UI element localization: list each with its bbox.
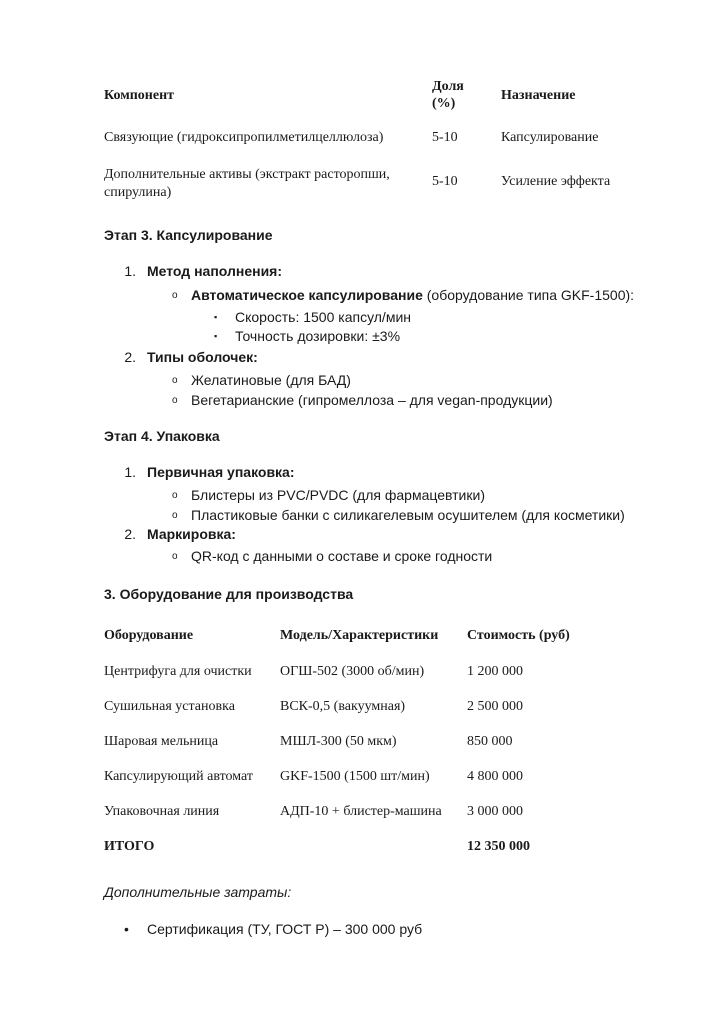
cell-equipment: Центрифуга для очистки xyxy=(104,664,252,679)
circle-bullet: o xyxy=(172,290,178,301)
circle-bullet: o xyxy=(172,375,178,386)
stage4-item1-label: Первичная упаковка: xyxy=(147,464,295,480)
cell-cost: 3 000 000 xyxy=(467,804,523,819)
list-number: 2. xyxy=(124,349,136,365)
header-share-line2: (%) xyxy=(432,96,456,111)
total-value: 12 350 000 xyxy=(467,839,530,854)
stage3-item1-sub xyxy=(191,287,634,303)
circle-bullet: o xyxy=(172,510,178,521)
circle-bullet: o xyxy=(172,395,178,406)
list-item: Точность дозировки: ±3% xyxy=(235,328,401,344)
cell-model: МШЛ-300 (50 мкм) xyxy=(280,734,397,749)
circle-bullet: o xyxy=(172,490,178,501)
cell-share: 5-10 xyxy=(432,174,458,189)
list-item: Сертификация (ТУ, ГОСТ Р) – 300 000 руб xyxy=(147,921,423,937)
header-cost: Стоимость (руб) xyxy=(467,628,570,643)
cell-equipment: Капсулирующий автомат xyxy=(104,769,253,784)
list-item: Пластиковые банки с силикагелевым осушителем (для косметики) xyxy=(191,507,625,523)
cell-equipment: Сушильная установка xyxy=(104,699,235,714)
total-label: ИТОГО xyxy=(104,839,155,854)
stage4-heading: Этап 4. Упаковка xyxy=(104,428,220,444)
stage3-item1-sub-bold: Автоматическое капсулирование xyxy=(191,287,423,303)
cell-component xyxy=(104,166,414,202)
header-equipment: Оборудование xyxy=(104,628,194,643)
stage3-item2-label: Типы оболочек: xyxy=(147,349,258,365)
circle-bullet: o xyxy=(172,551,178,562)
section3-heading: 3. Оборудование для производства xyxy=(104,586,354,602)
list-item: Вегетарианские (гипромеллоза – для vegan-продукции) xyxy=(191,392,553,408)
square-bullet: ▪ xyxy=(214,312,218,322)
header-share xyxy=(432,78,482,112)
cell-cost: 2 500 000 xyxy=(467,699,523,714)
stage3-item1-sub-rest: (оборудование типа GKF-1500): xyxy=(422,287,635,303)
stage3-item1-label: Метод наполнения: xyxy=(147,263,283,279)
header-purpose: Назначение xyxy=(501,88,576,103)
cell-component: Связующие (гидроксипропилметилцеллюлоза) xyxy=(104,130,384,145)
list-item: Скорость: 1500 капсул/мин xyxy=(235,309,411,325)
cell-share: 5-10 xyxy=(432,130,458,145)
extra-costs-title: Дополнительные затраты: xyxy=(104,884,292,900)
cell-purpose: Усиление эффекта xyxy=(501,174,611,189)
header-share-line1: Доля xyxy=(432,79,464,94)
dot-bullet: • xyxy=(124,921,129,937)
list-item: Блистеры из PVC/PVDC (для фармацевтики) xyxy=(191,487,485,503)
cell-cost: 1 200 000 xyxy=(467,664,523,679)
cell-component-line1: Дополнительные активы (экстракт расторопши, xyxy=(104,167,390,182)
cell-equipment: Шаровая мельница xyxy=(104,734,219,749)
cell-model: GKF-1500 (1500 шт/мин) xyxy=(280,769,430,784)
list-number: 1. xyxy=(124,263,136,279)
header-component: Компонент xyxy=(104,88,175,103)
list-item: QR-код с данными о составе и сроке годности xyxy=(191,548,493,564)
cell-purpose: Капсулирование xyxy=(501,130,599,145)
cell-cost: 4 800 000 xyxy=(467,769,523,784)
header-model: Модель/Характеристики xyxy=(280,628,439,643)
cell-equipment: Упаковочная линия xyxy=(104,804,220,819)
cell-cost: 850 000 xyxy=(467,734,513,749)
cell-model: ВСК-0,5 (вакуумная) xyxy=(280,699,406,714)
square-bullet: ▪ xyxy=(214,331,218,341)
cell-model: АДП-10 + блистер-машина xyxy=(280,804,442,819)
stage3-heading: Этап 3. Капсулирование xyxy=(104,227,273,243)
list-number: 2. xyxy=(124,526,136,542)
list-item: Желатиновые (для БАД) xyxy=(191,372,351,388)
stage4-item2-label: Маркировка: xyxy=(147,526,236,542)
cell-model: ОГШ-502 (3000 об/мин) xyxy=(280,664,425,679)
cell-component-line2: спирулина) xyxy=(104,185,172,200)
list-number: 1. xyxy=(124,464,136,480)
